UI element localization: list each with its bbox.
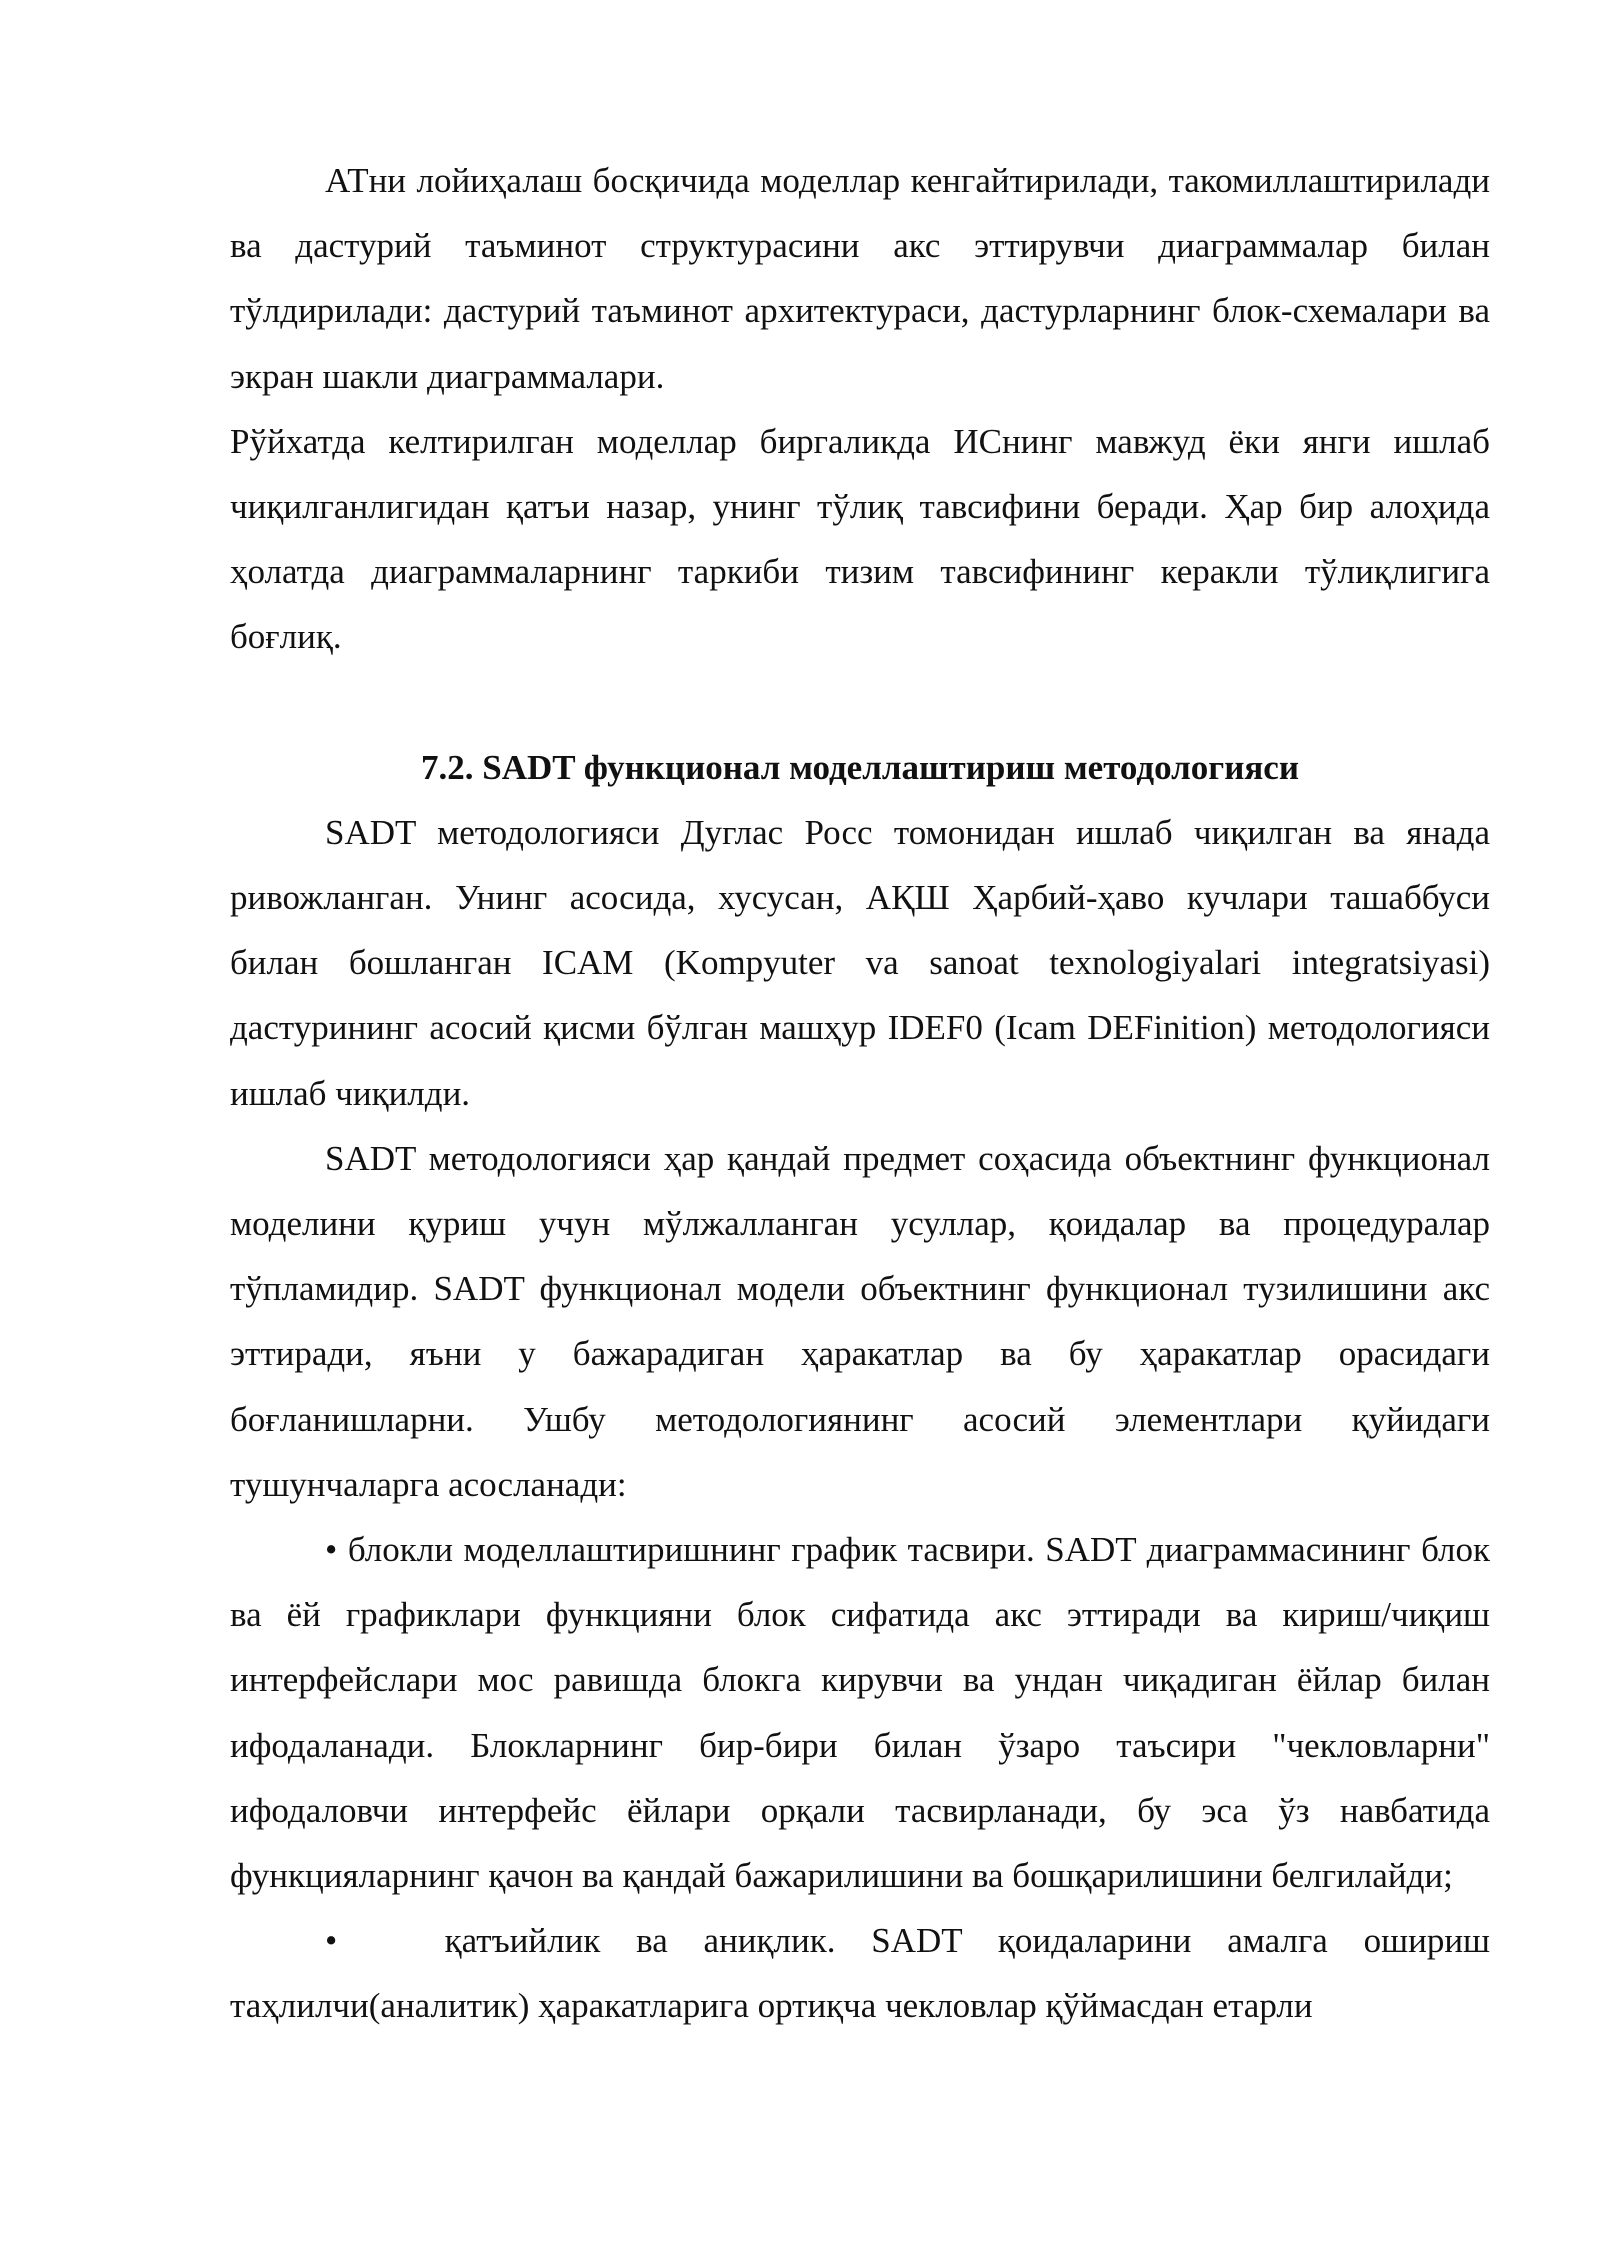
intro-paragraph-1: АТни лойиҳалаш босқичида моделлар кенгайтирилади, такомиллаштирилади ва дастурий таъминот структурасини акс эттирувчи диаграммалар билан тўлдирилади: дастурий таъминот архитектураси, дастурларнинг блок-схемалари ва экран шакли диаграммалари. <box>230 161 1490 396</box>
document-page <box>230 148 1490 2039</box>
section-paragraph-2: SADT методологияси ҳар қандай предмет соҳасида объектнинг функционал моделини қуриш учун мўлжалланган усуллар, қоидалар ва процедуралар тўпламидир. SADT функционал модели объектнинг функционал тузилишини акс эттиради, яъни у бажарадиган ҳаракатлар ва бу ҳаракатлар орасидаги боғланишларни. Ушбу методологиянинг асосий элементлари қуйидаги тушунчаларга асосланади: <box>230 1138 1490 1504</box>
bullet-text: қатъийлик ва аниқлик. SADT қоидаларини амалга ошириш таҳлилчи(аналитик) ҳаракатларига ортиқча чекловлар қўймасдан етарли <box>230 1921 1491 2026</box>
bullet-text: блокли моделлаштиришнинг график тасвири. SADT диаграммасининг блок ва ёй графиклари функцияни блок сифатида акс эттиради ва кириш/чиқиш интерфейслари мос равишда блокга кирувчи ва ундан чиқадиган ёйлар билан ифодаланади. Блокларнинг бир-бири билан ўзаро таъсири "чекловларни" ифодаловчи интерфейс ёйлари орқали тасвирланади, бу эса ўз навбатида функцияларнинг қачон ва қандай бажарилишини ва бошқарилишини белгилайди; <box>230 1530 1490 1896</box>
bullet-mark: • <box>325 1921 338 1961</box>
bullet-item-2 <box>230 1908 1490 2038</box>
bullet-mark: • <box>325 1530 338 1570</box>
intro-paragraph-2: Рўйхатда келтирилган моделлар биргаликда ИСнинг мавжуд ёки янги ишлаб чиқилганлигидан қатъи назар, унинг тўлиқ тавсифини беради. Ҳар бир алоҳида ҳолатда диаграммаларнинг таркиби тизим тавсифининг керакли тўлиқлигига боғлиқ. <box>230 421 1490 657</box>
bullet-item-1 <box>230 1517 1490 1908</box>
section-paragraph-1: SADT методологияси Дуглас Росс томонидан ишлаб чиқилган ва янада ривожланган. Унинг асосида, хусусан, АҚШ Ҳарбий-ҳаво кучлари ташаббуси билан бошланган ICAM (Kompyuter va sanoat texnologiyalari integratsiyasi) дастурининг асосий қисми бўлган машҳур IDEF0 (Icam DEFinition) методологияси ишлаб чиқилди. <box>230 812 1490 1113</box>
section-heading: 7.2. SADT функционал моделлаштириш методологияси <box>421 747 1299 787</box>
